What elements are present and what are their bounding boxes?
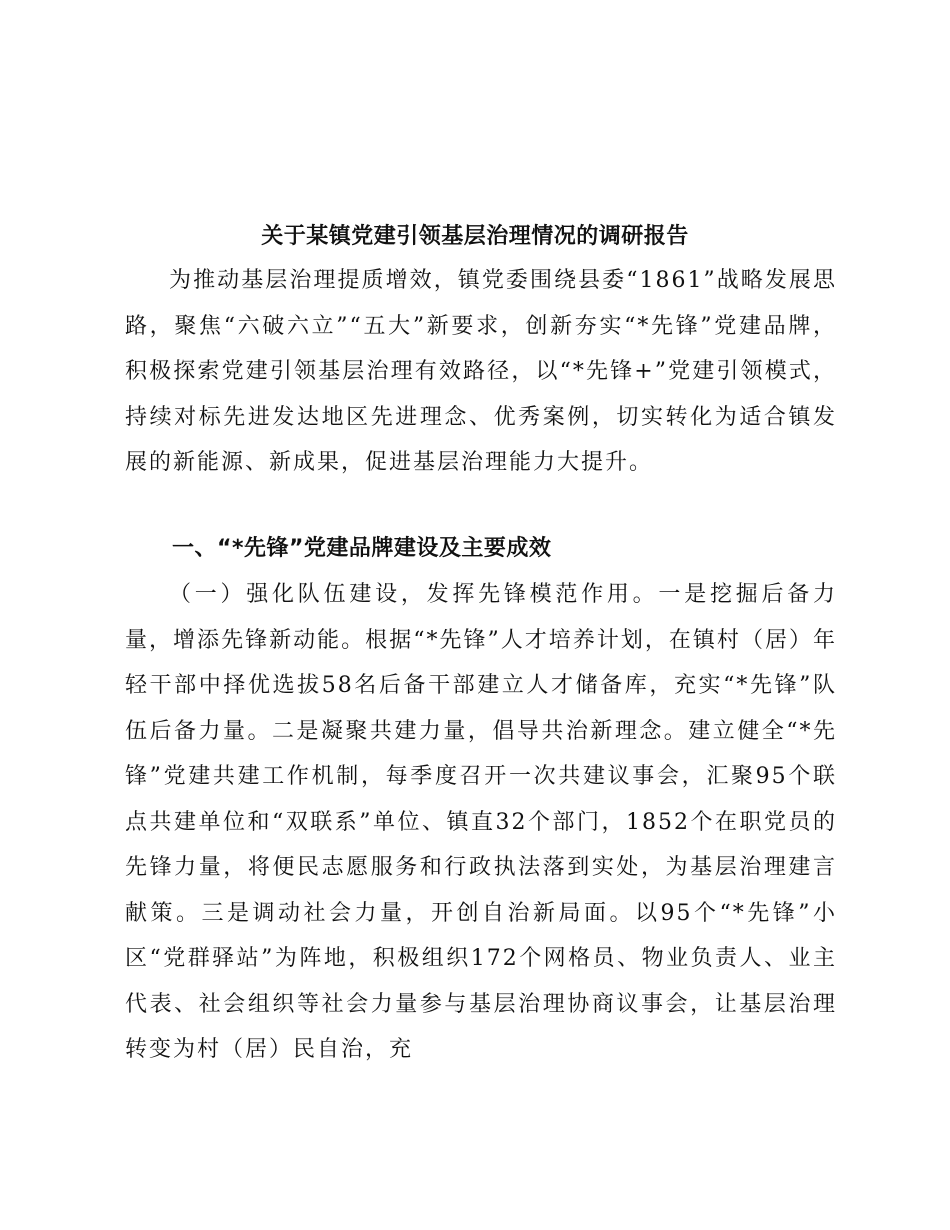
section-heading: 一、“*先锋”党建品牌建设及主要成效: [172, 536, 552, 561]
body-paragraph: （一）强化队伍建设，发挥先锋模范作用。一是挖掘后备力量，增添先锋新动能。根据“*先锋”人才培养计划，在镇村（居）年轻干部中择优选拔58名后备干部建立人才储备库，充实“*先锋”队伍后备力量。二是凝聚共建力量，倡导共治新理念。建立健全“*先锋”党建共建工作机制，每季度召开一次共建议事会，汇聚95个联点共建单位和“双联系”单位、镇直32个部门，1852个在职党员的先锋力量，将便民志愿服务和行政执法落到实处，为基层治理建言献策。三是调动社会力量，开创自治新局面。以95个“*先锋”小区“党群驿站”为阵地，积极组织172个网格员、物业负责人、业主代表、社会组织等社会力量参与基层治理协商议事会，让基层治理转变为村（居）民自治，充: [125, 582, 837, 1062]
intro-paragraph: 为推动基层治理提质增效，镇党委围绕县委“1861”战略发展思路，聚焦“六破六立”“五大”新要求，创新夯实“*先锋”党建品牌，积极探索党建引领基层治理有效路径，以“*先锋+”党建引领模式，持续对标先进发达地区先进理念、优秀案例，切实转化为适合镇发展的新能源、新成果，促进基层治理能力大提升。: [125, 268, 837, 475]
document-title: 关于某镇党建引领基层治理情况的调研报告: [261, 223, 689, 249]
